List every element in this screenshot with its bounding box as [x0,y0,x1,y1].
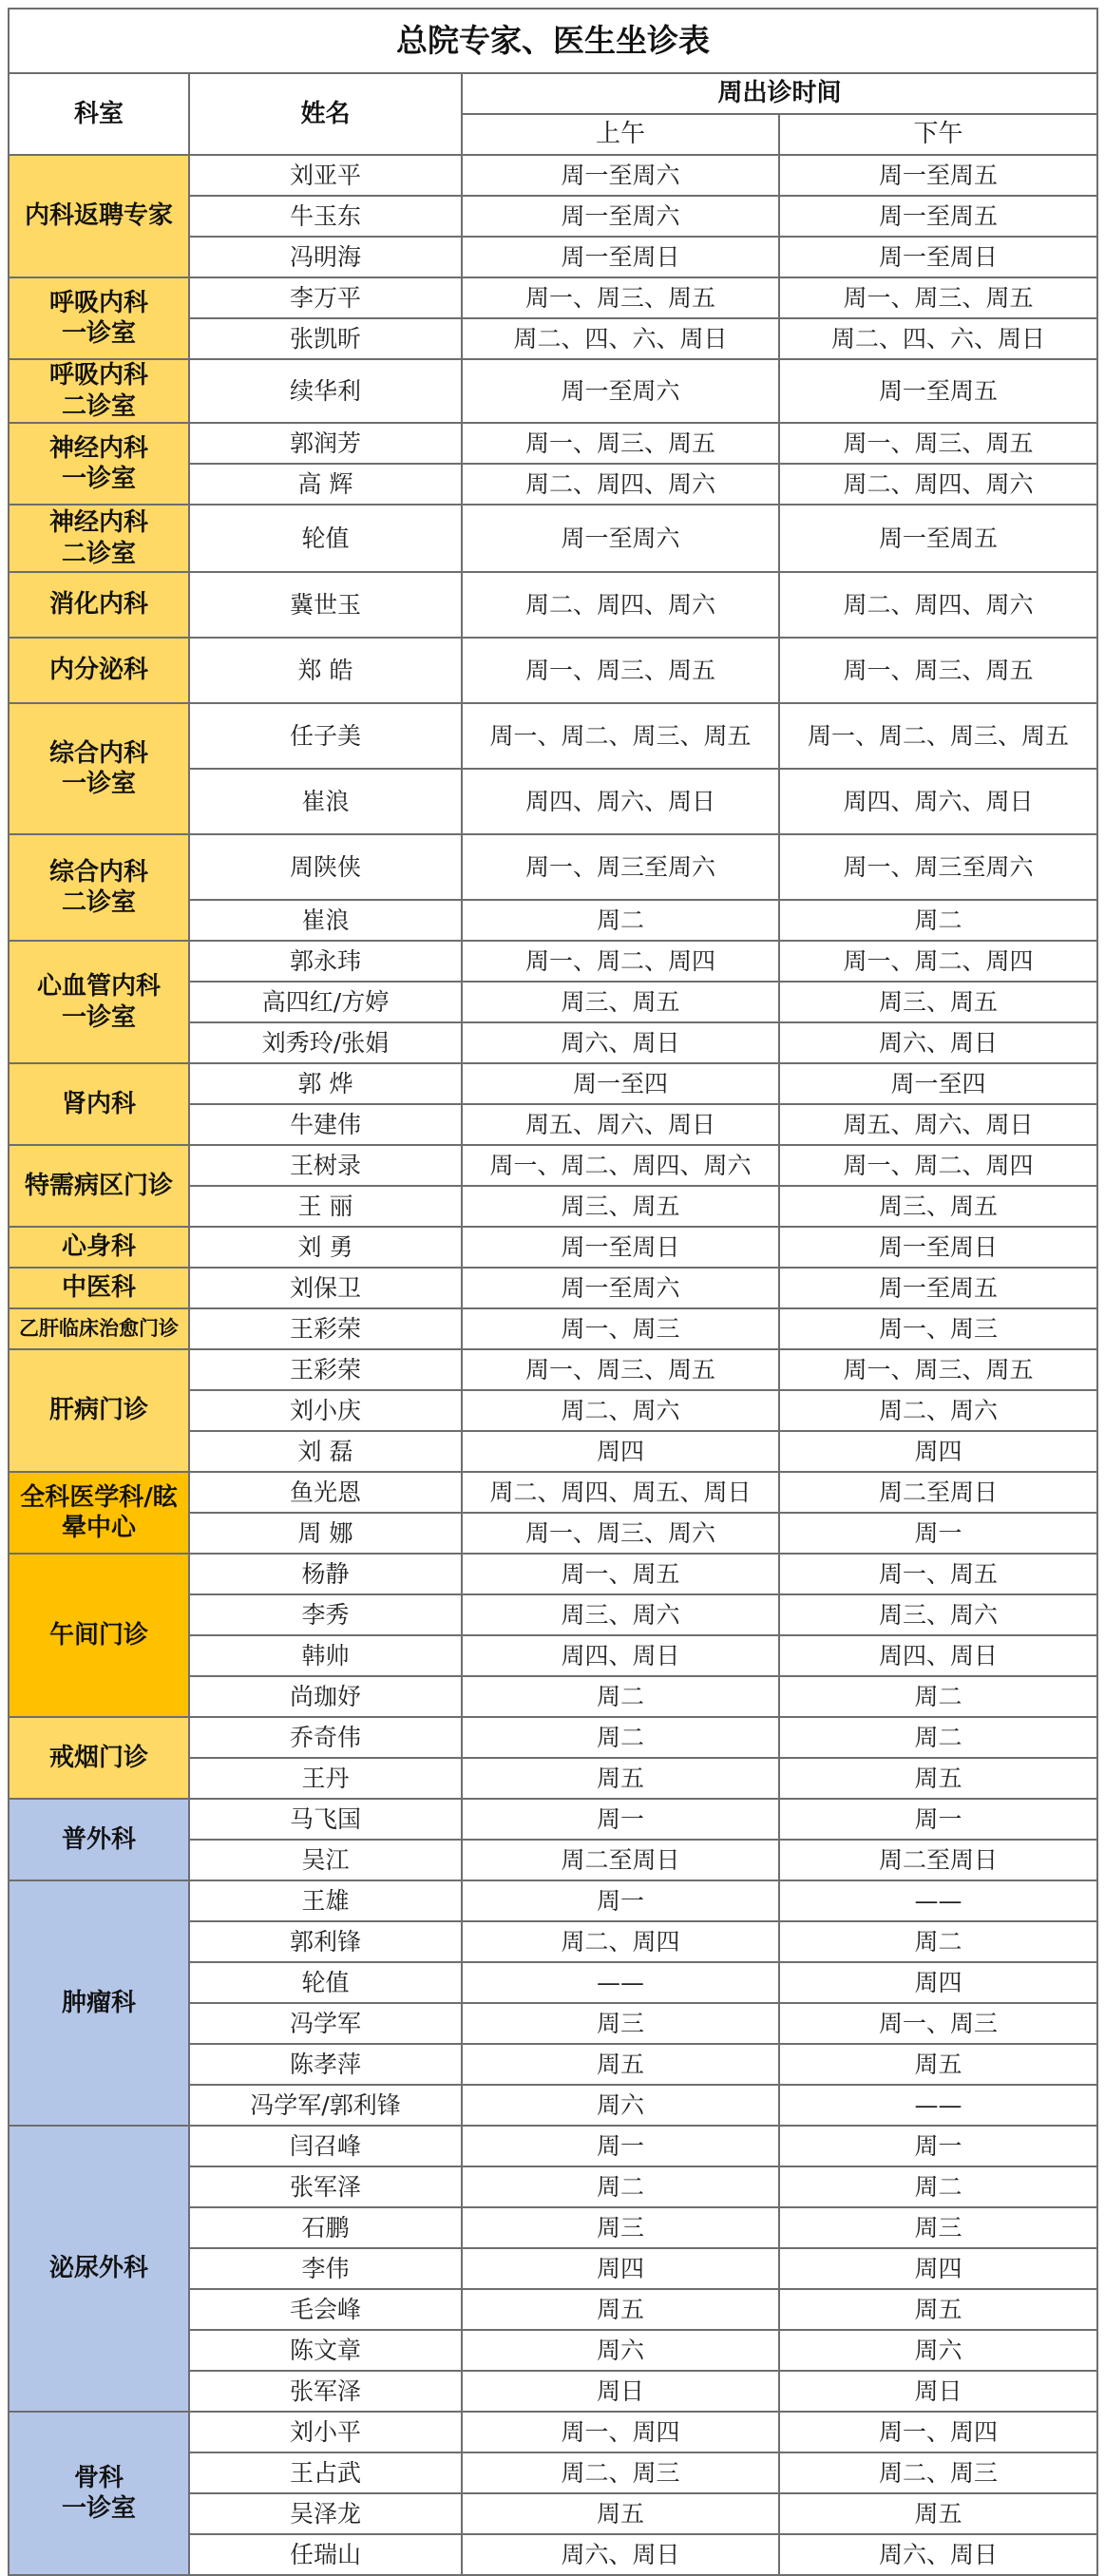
morning-schedule: 周一、周三 [462,1308,779,1349]
department-name-line: 综合内科 [48,738,148,768]
morning-schedule: 周一、周四 [462,2412,779,2452]
doctor-name: 崔浪 [189,900,462,941]
morning-schedule: 周五 [462,1758,779,1799]
afternoon-schedule: 周四、周日 [779,1635,1097,1676]
morning-schedule: 周一至周六 [462,1268,779,1308]
department-cell: 内科返聘专家 [9,155,189,277]
doctor-name: 张军泽 [189,2166,462,2207]
department-name-line: 全科医学科/眩 [20,1482,178,1512]
afternoon-schedule: 周四 [779,1962,1097,2003]
morning-schedule: 周二、周四 [462,1921,779,1962]
doctor-name: 王丹 [189,1758,462,1799]
department-cell: 普外科 [9,1799,189,1880]
doctor-name: 任瑞山 [189,2534,462,2575]
doctor-name: 王雄 [189,1880,462,1921]
doctor-name: 吴泽龙 [189,2493,462,2534]
doctor-name: 牛建伟 [189,1104,462,1145]
header-am: 上午 [462,114,779,155]
morning-schedule: 周四、周六、周日 [462,769,779,834]
afternoon-schedule: 周一、周三 [779,1308,1097,1349]
department-name-line: 一诊室 [61,2494,136,2523]
doctor-name: 冀世玉 [189,572,462,638]
doctor-name: 郭利锋 [189,1921,462,1962]
afternoon-schedule: 周六、周日 [779,2534,1097,2575]
morning-schedule: 周一至四 [462,1063,779,1104]
table-row [9,2412,1097,2452]
doctor-name: 陈文章 [189,2330,462,2371]
afternoon-schedule: 周一至周日 [779,1227,1097,1268]
department-name-line: 晕中心 [61,1514,136,1542]
morning-schedule: 周日 [462,2371,779,2412]
afternoon-schedule: 周六、周日 [779,1022,1097,1063]
morning-schedule: —— [462,1962,779,2003]
afternoon-schedule: 周一、周三、周五 [779,1349,1097,1390]
department-cell [9,359,189,423]
table-row [9,359,1097,423]
doctor-name: 周 娜 [189,1513,462,1554]
afternoon-schedule: 周三、周五 [779,1186,1097,1227]
department-cell: 特需病区门诊 [9,1145,189,1227]
department-name-line: 呼吸内科 [48,361,148,390]
afternoon-schedule: 周一、周三、周五 [779,423,1097,464]
department-cell [9,2412,189,2575]
morning-schedule: 周二、周四、周六 [462,572,779,638]
morning-schedule: 周二、周六 [462,1390,779,1431]
afternoon-schedule: 周五 [779,2044,1097,2085]
table-title: 总院专家、医生坐诊表 [9,9,1097,73]
doctor-name: 轮值 [189,1962,462,2003]
doctor-name: 鱼光恩 [189,1472,462,1513]
doctor-name: 周陕侠 [189,834,462,900]
doctor-name: 郭永玮 [189,941,462,982]
afternoon-schedule: 周二、周四、周六 [779,572,1097,638]
doctor-name: 郭 烨 [189,1063,462,1104]
morning-schedule: 周一至周六 [462,359,779,423]
afternoon-schedule: 周一至周五 [779,155,1097,196]
afternoon-schedule: 周三 [779,2207,1097,2248]
morning-schedule: 周五 [462,2289,779,2330]
morning-schedule: 周一、周三、周六 [462,1513,779,1554]
department-cell: 戒烟门诊 [9,1717,189,1799]
table-row [9,1799,1097,1840]
doctor-name: 郑 皓 [189,638,462,703]
table-row [9,1880,1097,1921]
doctor-name: 郭润芳 [189,423,462,464]
afternoon-schedule: 周二、四、六、周日 [779,318,1097,359]
department-cell: 乙肝临床治愈门诊 [9,1308,189,1349]
department-cell: 肝病门诊 [9,1349,189,1472]
afternoon-schedule: 周一 [779,2126,1097,2166]
morning-schedule: 周一至周六 [462,155,779,196]
afternoon-schedule: 周一至四 [779,1063,1097,1104]
afternoon-schedule: 周一 [779,1799,1097,1840]
table-row [9,277,1097,318]
afternoon-schedule: 周一至周五 [779,359,1097,423]
doctor-name: 高四红/方婷 [189,982,462,1022]
morning-schedule: 周一、周二、周四、周六 [462,1145,779,1186]
morning-schedule: 周一、周二、周四 [462,941,779,982]
morning-schedule: 周一、周三至周六 [462,834,779,900]
afternoon-schedule: 周二 [779,1676,1097,1717]
afternoon-schedule: 周一、周三 [779,2003,1097,2044]
doctor-name: 王彩荣 [189,1308,462,1349]
afternoon-schedule: 周二 [779,1717,1097,1758]
department-name-line: 综合内科 [48,857,148,887]
department-name-line: 二诊室 [61,391,136,421]
morning-schedule: 周一 [462,1799,779,1840]
afternoon-schedule: 周一、周三至周六 [779,834,1097,900]
table-row [9,423,1097,464]
table-row [9,1472,1097,1513]
afternoon-schedule: 周日 [779,2371,1097,2412]
department-cell [9,505,189,572]
morning-schedule: 周五 [462,2044,779,2085]
morning-schedule: 周一 [462,2126,779,2166]
morning-schedule: 周六、周日 [462,2534,779,2575]
afternoon-schedule: 周一、周五 [779,1554,1097,1594]
doctor-name: 任子美 [189,703,462,769]
morning-schedule: 周四、周日 [462,1635,779,1676]
department-name-line: 一诊室 [61,319,136,348]
doctor-name: 闫召峰 [189,2126,462,2166]
doctor-name: 李秀 [189,1594,462,1635]
department-name-line: 神经内科 [48,508,148,537]
doctor-name: 尚珈妤 [189,1676,462,1717]
doctor-name: 陈孝萍 [189,2044,462,2085]
doctor-name: 刘亚平 [189,155,462,196]
header-pm: 下午 [779,114,1097,155]
afternoon-schedule: 周三、周六 [779,1594,1097,1635]
afternoon-schedule: 周二、周三 [779,2452,1097,2493]
afternoon-schedule: 周三、周五 [779,982,1097,1022]
afternoon-schedule: 周一至周五 [779,196,1097,237]
morning-schedule: 周二、周三 [462,2452,779,2493]
afternoon-schedule: 周一、周二、周四 [779,1145,1097,1186]
doctor-name: 张凯昕 [189,318,462,359]
afternoon-schedule: 周二、周六 [779,1390,1097,1431]
morning-schedule: 周二、周四、周六 [462,464,779,505]
doctor-name: 韩帅 [189,1635,462,1676]
afternoon-schedule: 周五 [779,2493,1097,2534]
morning-schedule: 周一至周六 [462,196,779,237]
table-row [9,1227,1097,1268]
department-name-line: 二诊室 [61,888,136,917]
morning-schedule: 周一 [462,1880,779,1921]
morning-schedule: 周六 [462,2330,779,2371]
doctor-name: 刘小庆 [189,1390,462,1431]
morning-schedule: 周三 [462,2003,779,2044]
department-name-line: 一诊室 [61,1002,136,1032]
doctor-name: 牛玉东 [189,196,462,237]
department-name-line: 神经内科 [48,433,148,463]
header-schedule: 周出诊时间 [462,73,1097,114]
morning-schedule: 周二 [462,900,779,941]
department-name-line: 一诊室 [61,465,136,493]
morning-schedule: 周一、周三、周五 [462,1349,779,1390]
department-cell [9,1472,189,1554]
afternoon-schedule: 周二 [779,1921,1097,1962]
doctor-name: 石鹏 [189,2207,462,2248]
doctor-name: 崔浪 [189,769,462,834]
department-cell: 内分泌科 [9,638,189,703]
afternoon-schedule: 周一、周二、周三、周五 [779,703,1097,769]
morning-schedule: 周一、周五 [462,1554,779,1594]
department-name-line: 心血管内科 [36,972,161,1001]
table-row [9,638,1097,703]
morning-schedule: 周二、四、六、周日 [462,318,779,359]
table-row [9,572,1097,638]
afternoon-schedule: 周一至周日 [779,237,1097,277]
afternoon-schedule: 周一、周三、周五 [779,638,1097,703]
doctor-name: 刘 磊 [189,1431,462,1472]
doctor-name: 王彩荣 [189,1349,462,1390]
morning-schedule: 周二 [462,1676,779,1717]
department-cell: 消化内科 [9,572,189,638]
morning-schedule: 周一、周二、周三、周五 [462,703,779,769]
table-row [9,941,1097,982]
table-row [9,505,1097,572]
afternoon-schedule: 周四 [779,2248,1097,2289]
morning-schedule: 周三、周五 [462,982,779,1022]
doctor-name: 吴江 [189,1840,462,1880]
department-cell [9,834,189,941]
table-row [9,1308,1097,1349]
afternoon-schedule: 周四、周六、周日 [779,769,1097,834]
table-row [9,155,1097,196]
afternoon-schedule: 周六 [779,2330,1097,2371]
department-cell [9,703,189,834]
morning-schedule: 周五、周六、周日 [462,1104,779,1145]
doctor-name: 轮值 [189,505,462,572]
department-cell: 肾内科 [9,1063,189,1145]
doctor-name: 乔奇伟 [189,1717,462,1758]
morning-schedule: 周一至周日 [462,237,779,277]
header-name: 姓名 [189,73,462,155]
department-cell: 泌尿外科 [9,2126,189,2412]
table-row [9,2126,1097,2166]
afternoon-schedule: 周一、周四 [779,2412,1097,2452]
table-row [9,1717,1097,1758]
doctor-name: 冯学军 [189,2003,462,2044]
table-row [9,1145,1097,1186]
afternoon-schedule: 周一、周三、周五 [779,277,1097,318]
doctor-name: 冯明海 [189,237,462,277]
doctor-name: 杨静 [189,1554,462,1594]
morning-schedule: 周五 [462,2493,779,2534]
morning-schedule: 周一至周日 [462,1227,779,1268]
doctor-name: 王树录 [189,1145,462,1186]
department-name-line: 一诊室 [61,770,136,798]
table-row [9,1268,1097,1308]
morning-schedule: 周三、周五 [462,1186,779,1227]
morning-schedule: 周四 [462,2248,779,2289]
afternoon-schedule: 周一、周二、周四 [779,941,1097,982]
afternoon-schedule: 周一至周五 [779,505,1097,572]
department-cell: 午间门诊 [9,1554,189,1717]
table-row [9,1554,1097,1594]
doctor-name: 王占武 [189,2452,462,2493]
afternoon-schedule: 周五 [779,2289,1097,2330]
doctor-name: 续华利 [189,359,462,423]
department-cell: 中医科 [9,1268,189,1308]
table-row [9,703,1097,769]
morning-schedule: 周二 [462,1717,779,1758]
doctor-name: 毛会峰 [189,2289,462,2330]
table-row [9,1349,1097,1390]
afternoon-schedule: —— [779,2085,1097,2126]
morning-schedule: 周一、周三、周五 [462,277,779,318]
afternoon-schedule: 周五 [779,1758,1097,1799]
doctor-name: 刘 勇 [189,1227,462,1268]
morning-schedule: 周三、周六 [462,1594,779,1635]
morning-schedule: 周六 [462,2085,779,2126]
afternoon-schedule: —— [779,1880,1097,1921]
afternoon-schedule: 周一至周五 [779,1268,1097,1308]
afternoon-schedule: 周二 [779,900,1097,941]
doctor-name: 刘秀玲/张娟 [189,1022,462,1063]
department-cell: 心身科 [9,1227,189,1268]
afternoon-schedule: 周二 [779,2166,1097,2207]
table-row [9,1063,1097,1104]
afternoon-schedule: 周五、周六、周日 [779,1104,1097,1145]
afternoon-schedule: 周二至周日 [779,1472,1097,1513]
morning-schedule: 周二 [462,2166,779,2207]
morning-schedule: 周二至周日 [462,1840,779,1880]
department-cell [9,423,189,505]
department-name-line: 呼吸内科 [48,288,148,317]
schedule-table [8,8,1098,2576]
doctor-name: 李伟 [189,2248,462,2289]
morning-schedule: 周四 [462,1431,779,1472]
header-dept: 科室 [9,73,189,155]
morning-schedule: 周二、周四、周五、周日 [462,1472,779,1513]
department-cell [9,941,189,1063]
doctor-name: 张军泽 [189,2371,462,2412]
morning-schedule: 周一、周三、周五 [462,423,779,464]
doctor-name: 冯学军/郭利锋 [189,2085,462,2126]
doctor-name: 高 辉 [189,464,462,505]
morning-schedule: 周一至周六 [462,505,779,572]
afternoon-schedule: 周四 [779,1431,1097,1472]
department-cell: 肿瘤科 [9,1880,189,2126]
doctor-name: 李万平 [189,277,462,318]
schedule-body [9,155,1097,2575]
morning-schedule: 周六、周日 [462,1022,779,1063]
department-cell [9,277,189,359]
morning-schedule: 周三 [462,2207,779,2248]
afternoon-schedule: 周二、周四、周六 [779,464,1097,505]
doctor-name: 王 丽 [189,1186,462,1227]
department-name-line: 二诊室 [61,539,136,568]
department-name-line: 骨科 [73,2463,124,2492]
doctor-name: 刘小平 [189,2412,462,2452]
afternoon-schedule: 周二至周日 [779,1840,1097,1880]
doctor-name: 马飞国 [189,1799,462,1840]
doctor-name: 刘保卫 [189,1268,462,1308]
afternoon-schedule: 周一 [779,1513,1097,1554]
table-row [9,834,1097,900]
morning-schedule: 周一、周三、周五 [462,638,779,703]
